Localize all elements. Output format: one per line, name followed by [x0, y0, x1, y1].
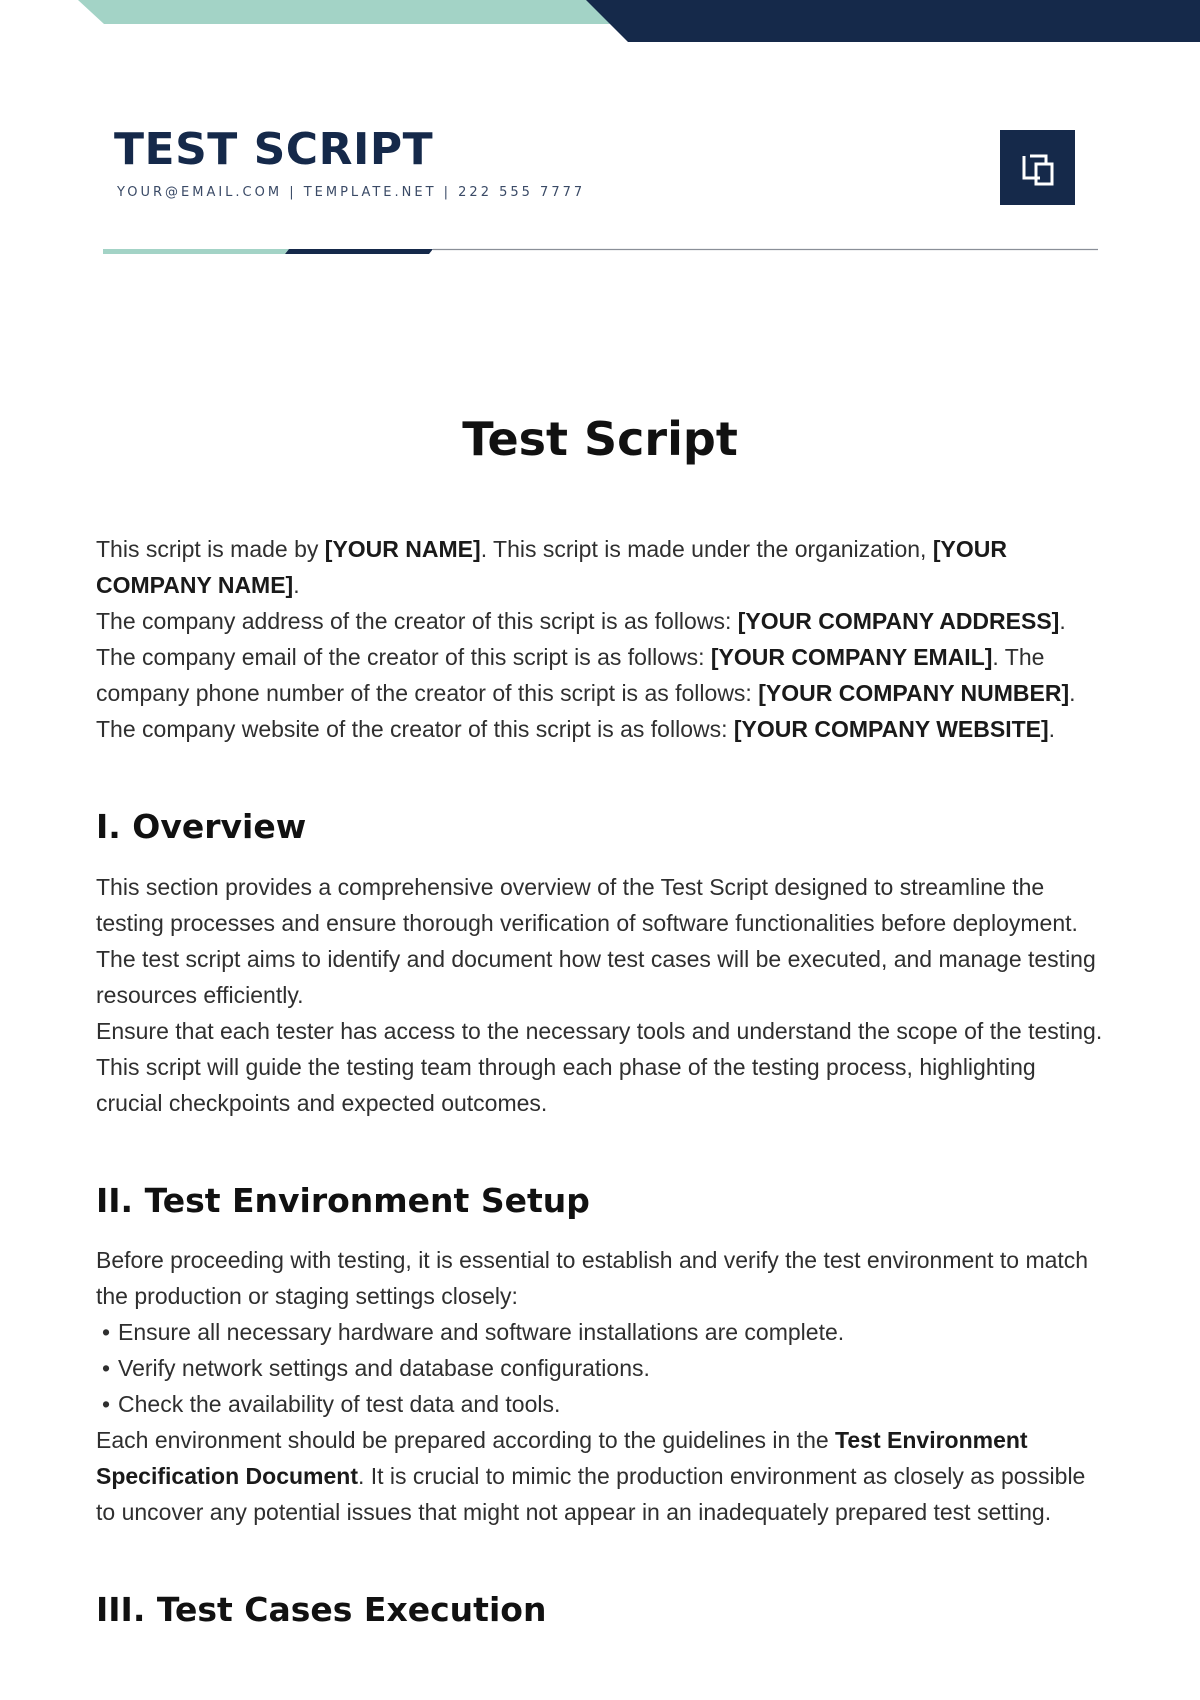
list-item: [96, 1350, 1106, 1386]
list-item-text: Verify network settings and database configurations.: [118, 1355, 650, 1382]
section-heading-overview: I. Overview: [96, 807, 307, 846]
banner-mint-stripe: [78, 0, 610, 24]
section-heading-environment-setup: II. Test Environment Setup: [96, 1180, 590, 1220]
placeholder-your-name: [YOUR NAME]: [324, 536, 481, 562]
intro-p2-text-2: . The company email of the creator of this script is as follows:: [96, 608, 1066, 670]
header-title: TEST SCRIPT: [114, 124, 434, 175]
bullet-icon: •: [102, 1391, 111, 1418]
intro-p1-text-2: . This script is made under the organization,: [480, 536, 933, 562]
placeholder-company-address: [YOUR COMPANY ADDRESS]: [737, 608, 1060, 634]
intro-paragraph-2: [96, 603, 1106, 747]
intro-p2-text-5: .: [1048, 716, 1056, 742]
divider-mint-segment: [103, 249, 289, 254]
header-divider: [103, 244, 1098, 256]
environment-p2-text-2: . It is crucial to mimic the production environment as closely as possible to uncover any potential issues that might not appear in an inadequately prepared test setting.: [96, 1463, 1086, 1526]
banner-navy-stripe: [586, 0, 1200, 42]
placeholder-company-website: [YOUR COMPANY WEBSITE]: [733, 716, 1049, 742]
intro-paragraph-1: [96, 531, 1106, 603]
bullet-icon: •: [102, 1355, 111, 1382]
top-banner: [0, 0, 1200, 42]
spec-document-reference: Test Environment Specification Document: [96, 1427, 1028, 1490]
intro-p2-text-1: The company address of the creator of this script is as follows:: [96, 608, 738, 634]
placeholder-company-name: [YOUR COMPANY NAME]: [96, 536, 1007, 598]
list-item: [96, 1386, 1106, 1422]
list-item-text: Check the availability of test data and tools.: [118, 1391, 561, 1418]
intro-p1-text-3: .: [293, 572, 300, 598]
document-title: Test Script: [462, 412, 738, 466]
list-item-text: Ensure all necessary hardware and software installations are complete.: [118, 1319, 845, 1346]
bullet-icon: •: [102, 1319, 111, 1346]
logo-icon: [1016, 146, 1060, 190]
placeholder-company-email: [YOUR COMPANY EMAIL]: [710, 644, 993, 670]
environment-paragraph-1: Before proceeding with testing, it is essential to establish and verify the test environment to match the production or staging settings closely:: [96, 1247, 1089, 1310]
placeholder-company-number: [YOUR COMPANY NUMBER]: [758, 680, 1070, 706]
document-body: [96, 531, 1106, 1630]
environment-checklist: [96, 1314, 1106, 1422]
environment-paragraph-2: [96, 1422, 1106, 1530]
logo-badge: [1000, 130, 1075, 205]
intro-p2-text-4: . The company website of the creator of this script is as follows:: [96, 680, 1076, 742]
overview-paragraph-2: Ensure that each tester has access to the necessary tools and understand the scope of the testing. This script will guide the testing team through each phase of the testing process, highlighting crucial checkpoints and expected outcomes.: [96, 1017, 1103, 1116]
intro-p2-text-3: . The company phone number of the creator of this script is as follows:: [96, 644, 1045, 706]
intro-p1-text-1: This script is made by: [96, 536, 325, 562]
environment-p2-text-1: Each environment should be prepared according to the guidelines in the: [96, 1427, 836, 1454]
header-contact-line: YOUR@EMAIL.COM | TEMPLATE.NET | 222 555 7777: [117, 185, 586, 200]
section-heading-test-cases-execution: III. Test Cases Execution: [96, 1590, 547, 1630]
overview-paragraph-1: This section provides a comprehensive overview of the Test Script designed to streamline the testing processes and ensure thorough verification of software functionalities before deployment. The test script aims to identify and document how test cases will be executed, and manage testing resources efficiently.: [96, 873, 1096, 1008]
divider-navy-segment: [285, 249, 433, 254]
list-item: [96, 1314, 1106, 1350]
